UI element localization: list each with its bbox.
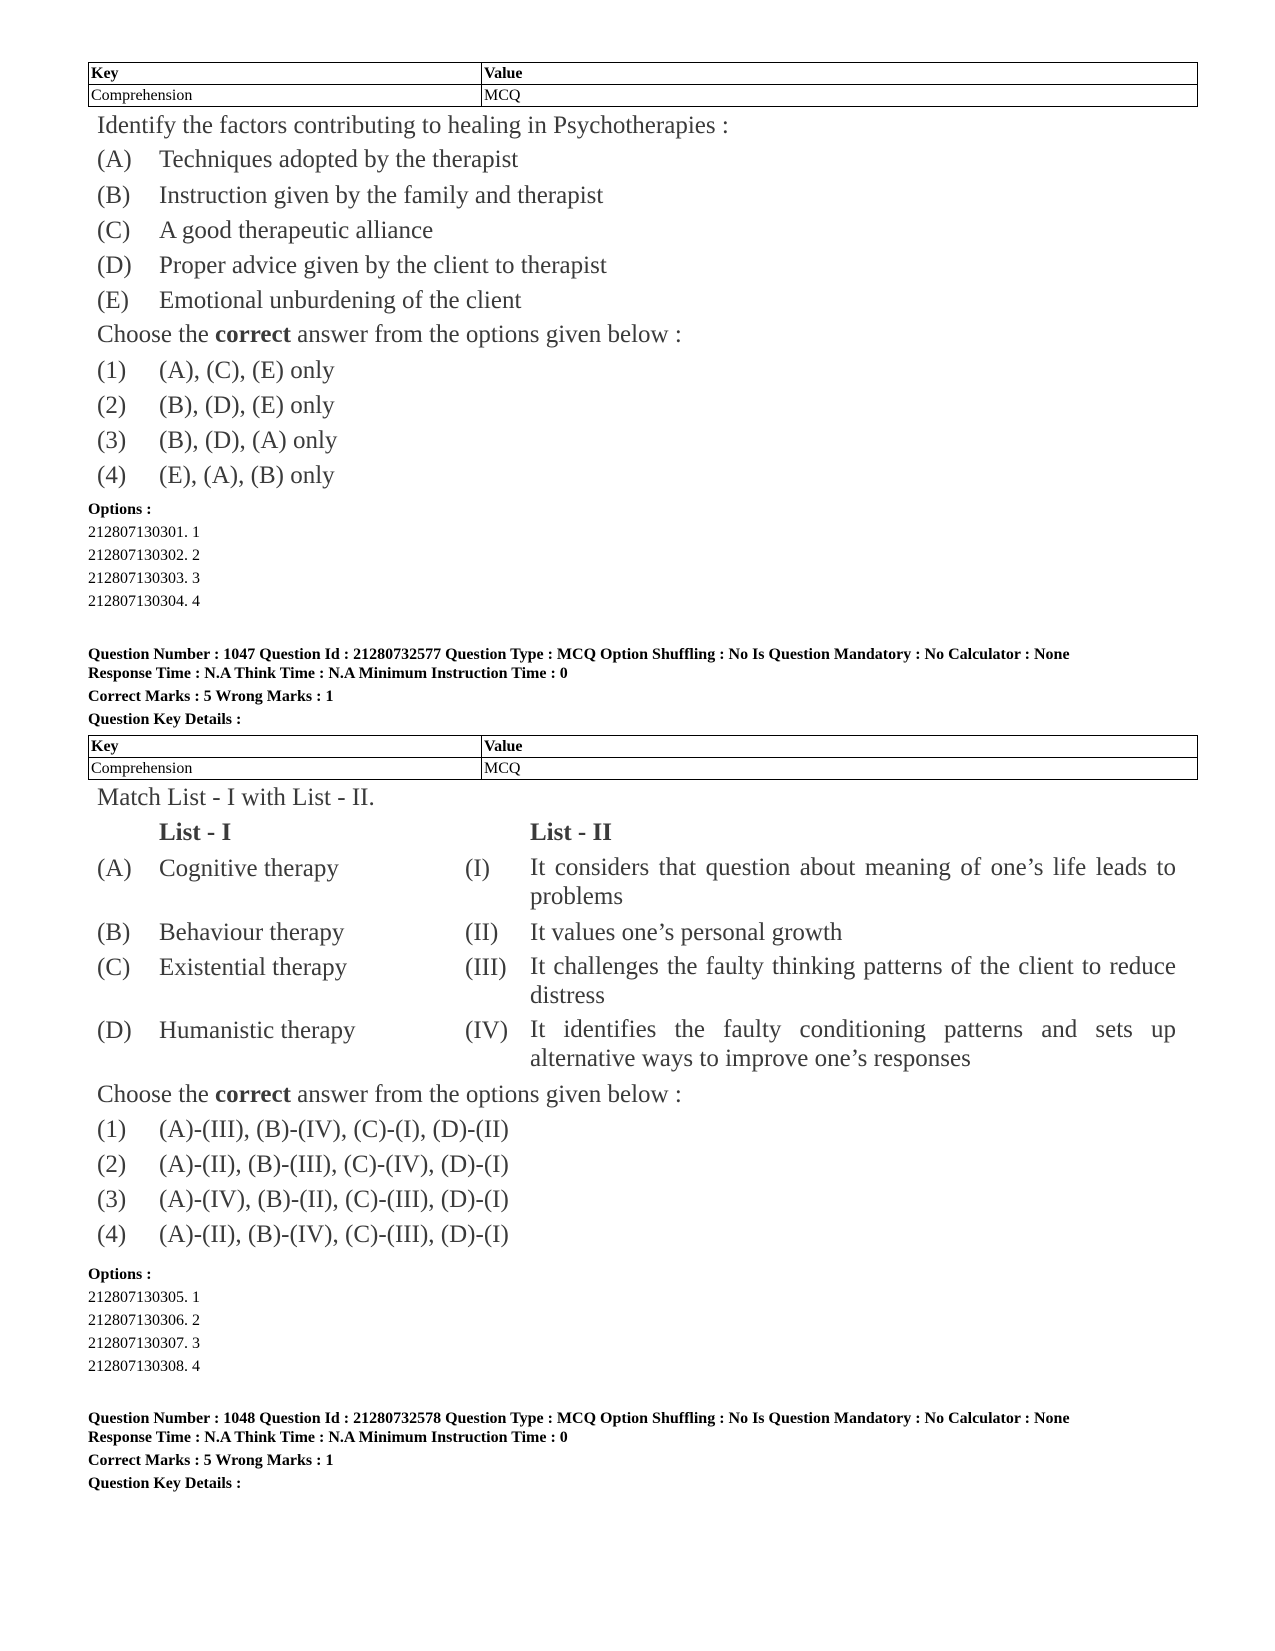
option-item: 212807130307. 3 [88, 1335, 200, 1352]
list-2-text: It values one’s personal growth [530, 919, 843, 946]
list-1-label: (C) [97, 954, 131, 981]
answer-text: (E), (A), (B) only [159, 462, 335, 489]
list-2-label: (II) [465, 919, 499, 946]
list-2-heading: List - II [530, 819, 612, 846]
item-label: (D) [97, 252, 132, 279]
answer-label: (2) [97, 392, 127, 419]
key-header: Key [89, 736, 482, 758]
option-item: 212807130304. 4 [88, 593, 200, 610]
option-item: 212807130302. 2 [88, 547, 200, 564]
item-label: (E) [97, 287, 129, 314]
choose-instruction: Choose the correct answer from the options given below : [97, 1081, 682, 1108]
list-2-label: (III) [465, 954, 507, 981]
answer-label: (4) [97, 462, 127, 489]
answer-text: (A)-(II), (B)-(IV), (C)-(III), (D)-(I) [159, 1221, 509, 1248]
key-header: Key [89, 63, 482, 85]
key-details-heading: Question Key Details : [88, 1475, 242, 1492]
list-1-text: Humanistic therapy [159, 1017, 356, 1044]
item-label: (C) [97, 217, 131, 244]
list-1-text: Cognitive therapy [159, 855, 339, 882]
value-header: Value [482, 63, 1198, 85]
item-text: Techniques adopted by the therapist [159, 146, 519, 173]
list-2-label: (IV) [465, 1017, 509, 1044]
choose-instruction: Choose the correct answer from the options given below : [97, 321, 682, 348]
key-cell: Comprehension [89, 85, 482, 107]
option-item: 212807130308. 4 [88, 1358, 200, 1375]
answer-text: (A)-(II), (B)-(III), (C)-(IV), (D)-(I) [159, 1151, 509, 1178]
question-key-table [88, 62, 1198, 107]
question-meta-line: Question Number : 1048 Question Id : 21280732578 Question Type : MCQ Option Shuffling : No Is Question Mandatory : No Calculator : None [88, 1410, 1070, 1427]
question-key-table [88, 735, 1198, 780]
option-item: 212807130303. 3 [88, 570, 200, 587]
key-details-heading: Question Key Details : [88, 711, 242, 728]
list-1-label: (A) [97, 855, 132, 882]
list-2-label: (I) [465, 855, 490, 882]
list-1-text: Existential therapy [159, 954, 348, 981]
list-1-text: Behaviour therapy [159, 919, 345, 946]
table-header-row [89, 63, 1198, 85]
list-1-heading: List - I [159, 819, 232, 846]
answer-label: (2) [97, 1151, 127, 1178]
answer-label: (1) [97, 1116, 127, 1143]
options-heading: Options : [88, 1266, 152, 1283]
list-2-text: It identifies the faulty conditioning patterns and sets up alternative ways to improve one’s responses [530, 1016, 1176, 1072]
table-row [89, 85, 1198, 107]
question-meta-line: Response Time : N.A Think Time : N.A Minimum Instruction Time : 0 [88, 665, 568, 682]
question-prompt: Match List - I with List - II. [97, 784, 375, 811]
question-meta-line: Response Time : N.A Think Time : N.A Minimum Instruction Time : 0 [88, 1429, 568, 1446]
table-header-row [89, 736, 1198, 758]
answer-text: (B), (D), (E) only [159, 392, 335, 419]
key-cell: Comprehension [89, 758, 482, 780]
list-1-label: (B) [97, 919, 131, 946]
item-text: Instruction given by the family and therapist [159, 182, 604, 209]
item-text: Emotional unburdening of the client [159, 287, 522, 314]
marks-line: Correct Marks : 5 Wrong Marks : 1 [88, 1452, 334, 1469]
item-text: Proper advice given by the client to therapist [159, 252, 607, 279]
value-cell: MCQ [482, 758, 1198, 780]
answer-text: (A)-(III), (B)-(IV), (C)-(I), (D)-(II) [159, 1116, 509, 1143]
option-item: 212807130301. 1 [88, 524, 200, 541]
marks-line: Correct Marks : 5 Wrong Marks : 1 [88, 688, 334, 705]
options-heading: Options : [88, 501, 152, 518]
item-text: A good therapeutic alliance [159, 217, 434, 244]
value-header: Value [482, 736, 1198, 758]
question-prompt: Identify the factors contributing to healing in Psychotherapies : [97, 112, 729, 139]
answer-label: (1) [97, 357, 127, 384]
item-label: (A) [97, 146, 132, 173]
list-2-text: It challenges the faulty thinking patterns of the client to reduce distress [530, 953, 1176, 1009]
answer-label: (3) [97, 1186, 127, 1213]
answer-text: (A)-(IV), (B)-(II), (C)-(III), (D)-(I) [159, 1186, 509, 1213]
value-cell: MCQ [482, 85, 1198, 107]
list-2-text: It considers that question about meaning of one’s life leads to problems [530, 854, 1176, 910]
answer-text: (A), (C), (E) only [159, 357, 335, 384]
answer-text: (B), (D), (A) only [159, 427, 338, 454]
answer-label: (3) [97, 427, 127, 454]
option-item: 212807130305. 1 [88, 1289, 200, 1306]
list-1-label: (D) [97, 1017, 132, 1044]
answer-label: (4) [97, 1221, 127, 1248]
table-row [89, 758, 1198, 780]
item-label: (B) [97, 182, 131, 209]
question-meta-line: Question Number : 1047 Question Id : 21280732577 Question Type : MCQ Option Shuffling : No Is Question Mandatory : No Calculator : None [88, 646, 1070, 663]
option-item: 212807130306. 2 [88, 1312, 200, 1329]
